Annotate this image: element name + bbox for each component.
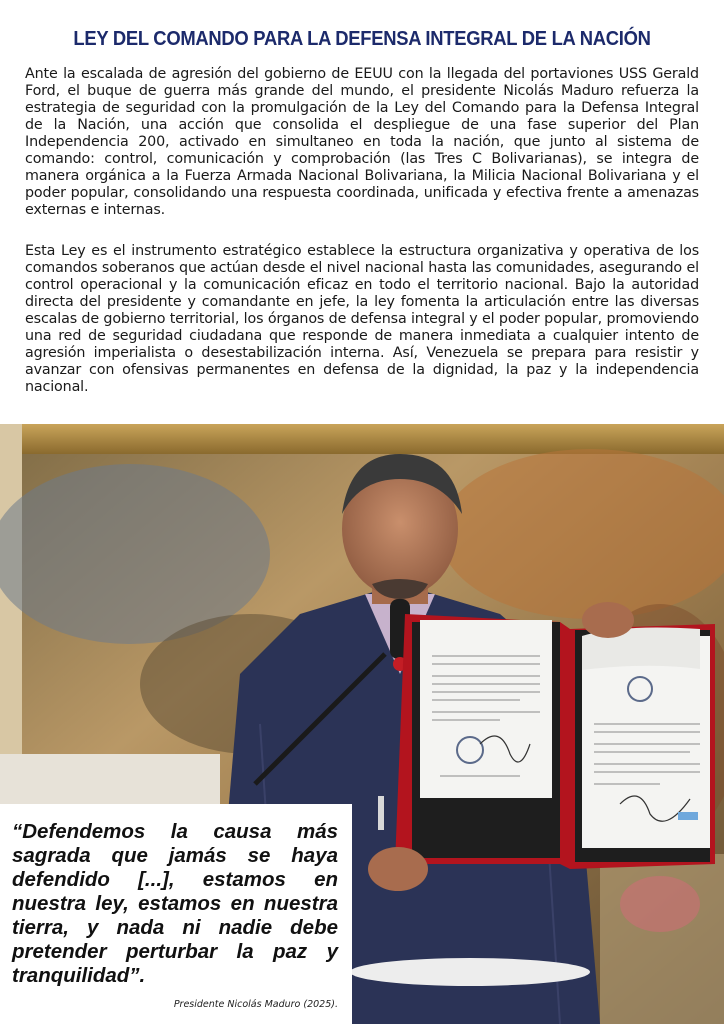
article-paragraph-1: Ante la escalada de agresión del gobierno de EEUU con la llegada del portaviones USS Gerald Ford, el buque de guerra más grande del mundo, el presidente Nicolás Maduro refuerza la estrategia de seguridad con la promulgación de la Ley del Comando para la Defensa Integral de la Nación, una acción que consolida el despliegue de una fase superior del Plan Independencia 200, activado en simultaneo en toda la nación, que junto al sistema de comando: control, comunicación y comprobación (las Tres C Bolivarianas), se integra de manera orgánica a la Fuerza Armada Nacional Bolivariana, la Milicia Nacional Bolivariana y el poder popular, consolidando una respuesta coordinada, unificada y efectiva frente a amenazas externas e internas.: [25, 66, 699, 218]
quote-text: “Defendemos la causa más sagrada que jamás se haya defendido [...], estamos en nuestra ley, estamos en nuestra tierra, y nada ni nadie debe pretender perturbar la paz y tranquilidad”.: [12, 820, 338, 987]
quote-attribution: Presidente Nicolás Maduro (2025).: [173, 999, 338, 1010]
article-paragraph-2: Esta Ley es el instrumento estratégico establece la estructura organizativa y operativa de los comandos soberanos que actúan desde el nivel nacional hasta las comunidades, asegurando el control operacional y la comunicación eficaz en todo el territorio nacional. Bajo la autoridad directa del presidente y comandante en jefe, la ley fomenta la articulación entre las diversas escalas de gobierno territorial, los órganos de defensa integral y el poder popular, promoviendo una red de seguridad ciudadana que responde de manera inmediata a cualquier intento de agresión imperialista o desestabilización interna. Así, Venezuela se prepara para resistir y avanzar con ofensivas permanentes en defensa de la dignidad, la paz y la independencia nacional.: [25, 243, 699, 395]
page-title: LEY DEL COMANDO PARA LA DEFENSA INTEGRAL DE LA NACIÓN: [73, 28, 651, 50]
quote-box: [0, 804, 352, 1024]
